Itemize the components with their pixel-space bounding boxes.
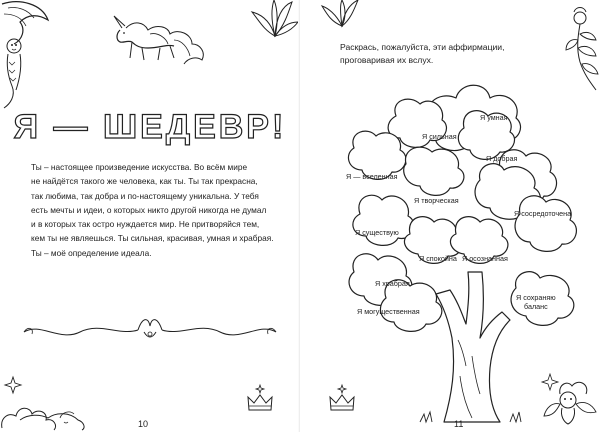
affirmation-sushchestvuyu: Я существую	[355, 228, 399, 237]
mermaid-illustration-top-left	[0, 0, 60, 110]
page-number: 11	[454, 419, 464, 429]
affirmation-dobraya: Я добрая	[486, 154, 518, 163]
instruction-line: проговаривая их вслух.	[340, 54, 434, 65]
affirmation-vselennaya: Я — вселенная	[346, 172, 398, 181]
leaf-cluster-decoration	[322, 0, 362, 30]
flourish-divider	[20, 312, 280, 346]
body-line: не найдётся такого же человека, как ты. Ты так прекрасна,	[31, 176, 258, 187]
unicorn-illustration	[108, 14, 208, 76]
page-number: 10	[138, 419, 149, 429]
body-line: Ты – настоящее произведение искусства. Во всём мире	[31, 162, 248, 172]
leaf-cluster-decoration	[250, 0, 300, 40]
crown-icon	[246, 384, 274, 414]
affirmation-spokoyna: Я спокойна	[419, 254, 457, 263]
affirmation-silnaya: Я сильная	[422, 132, 457, 141]
crown-icon	[328, 384, 356, 414]
affirmation-mogushchestvennaya: Я могущественная	[357, 307, 420, 316]
body-line: и в которых так остро нуждается мир. Не притворяйся тем,	[31, 219, 260, 230]
affirmation-tvorcheskaya: Я творческая	[414, 196, 459, 205]
affirmation-sokhranyayu-line2: баланс	[524, 302, 548, 311]
instruction-line: Раскрась, пожалуйста, эти аффирмации,	[340, 42, 505, 52]
affirmation-sosredotochena: Я сосредоточена	[514, 209, 572, 218]
affirmation-hrabraya: Я храбрая	[375, 279, 410, 288]
instruction-text	[340, 41, 560, 66]
body-line: кем ты не являешься. Ты сильная, красивая, умная и храбрая.	[31, 233, 274, 244]
affirmation-osoznannaya: Я осознанная	[462, 254, 508, 263]
sleeping-creature-illustration	[0, 378, 90, 432]
affirmation-sokhranyayu-line1: Я сохраняю	[516, 293, 556, 302]
body-paragraph	[31, 160, 277, 260]
right-page	[300, 0, 600, 432]
body-line: есть мечты и идеи, о которых никто другой никогда не думал	[31, 204, 267, 215]
body-line: Ты – моё определение идеала.	[31, 247, 152, 258]
affirmation-umnaya: Я умная	[480, 113, 508, 122]
page-title: Я — ШЕДЕВР!	[13, 108, 287, 146]
body-line: так любима, так добра и по-настоящему уникальна. У тебя	[31, 190, 259, 201]
creature-illustration-bottom-right	[538, 370, 600, 426]
